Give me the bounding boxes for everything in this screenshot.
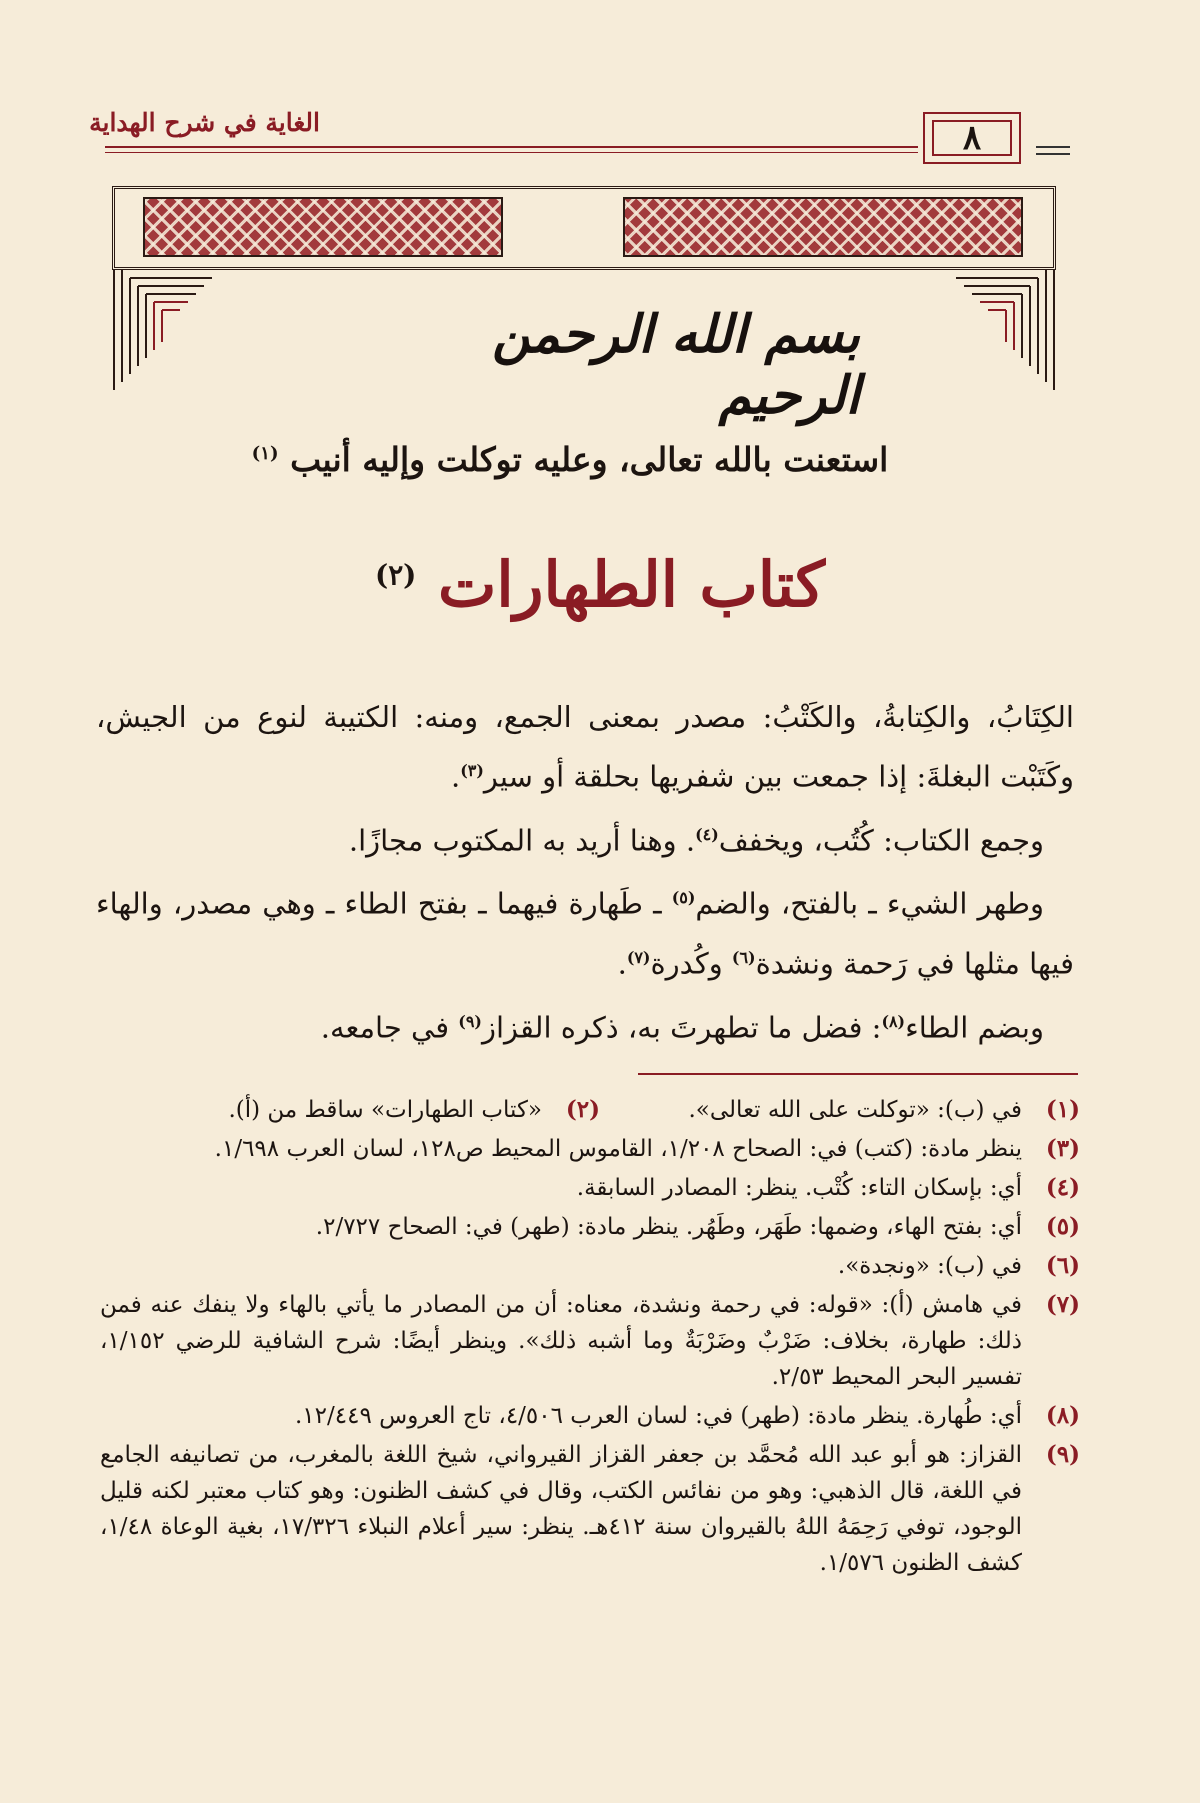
chapter-title-text: كتاب الطهارات xyxy=(437,548,826,621)
footnote-text: في (ب): «ونجدة». xyxy=(837,1253,1022,1279)
footnote-number: (٨) xyxy=(1045,1402,1080,1429)
footnote-ref: (٥) xyxy=(671,888,696,908)
footnote-number: (٤) xyxy=(1045,1174,1080,1201)
body-text-span: في جامعه. xyxy=(320,1010,459,1045)
body-text-span: . xyxy=(450,759,461,794)
footnote-ref: (٩) xyxy=(458,1011,482,1031)
footnote-ref-1: (١) xyxy=(251,443,279,464)
chapter-title xyxy=(300,548,900,621)
body-text-span: الكِتَابُ، والكِتابةُ، والكَتْبُ: مصدر بمعنى الجمع، ومنه: الكتيبة لنوع من الجيش، وكَتَبْت البغلةَ: إذا جمعت بين شفريها بحلقة أو سير xyxy=(96,700,1074,794)
footnote-ref: (٧) xyxy=(626,947,651,967)
footnote-text: أي: بإسكان التاء: كُتْب. ينظر: المصادر السابقة. xyxy=(576,1175,1022,1201)
footnote-text: أي: بفتح الهاء، وضمها: طَهَر، وطَهُر. ينظر مادة: (طهر) في: الصحاح ٢/٧٢٧. xyxy=(315,1214,1022,1240)
footnote-text: «كتاب الطهارات» ساقط من (أ). xyxy=(228,1097,542,1123)
body-text-span: وطهر الشيء ـ بالفتح، والضم xyxy=(695,886,1045,921)
ornament-band-right xyxy=(623,197,1023,257)
footnotes xyxy=(100,1092,1080,1584)
body-text-span: . وهنا أريد به المكتوب مجازًا. xyxy=(348,823,696,858)
footnote xyxy=(100,1131,1080,1167)
footnote xyxy=(600,1092,1080,1128)
body-paragraph xyxy=(96,690,1074,804)
footnote-row xyxy=(100,1092,1080,1128)
footnote xyxy=(100,1287,1080,1395)
body-paragraph xyxy=(96,871,1074,990)
header-rule-left xyxy=(105,146,918,148)
ornamental-frame xyxy=(112,186,1056,270)
footnote xyxy=(100,1209,1080,1245)
footnote-separator xyxy=(638,1073,1078,1075)
body-text-span: : فضل ما تطهرتَ به، ذكره القزاز xyxy=(481,1010,882,1045)
basmala-calligraphy: بسم الله الرحمن الرحيم xyxy=(492,304,860,426)
footnote-text: أي: طُهارة. ينظر مادة: (طهر) في: لسان العرب ٤/٥٠٦، تاج العروس ١٢/٤٤٩. xyxy=(294,1403,1022,1429)
corner-ornament-right xyxy=(946,270,1056,390)
footnote-ref: (٨) xyxy=(881,1011,906,1031)
footnote xyxy=(100,1170,1080,1206)
body-text-span: وجمع الكتاب: كُتُب، ويخفف xyxy=(718,823,1044,858)
footnote-ref: (٤) xyxy=(695,824,719,844)
footnote-number: (٣) xyxy=(1045,1135,1080,1162)
footnote-ref: (٦) xyxy=(731,947,756,967)
footnote-number: (١) xyxy=(1045,1096,1080,1123)
footnote xyxy=(228,1092,600,1128)
running-header-title: الغاية في شرح الهداية xyxy=(89,108,320,137)
body-paragraph xyxy=(96,808,1074,868)
corner-ornament-left xyxy=(112,270,222,390)
header-rule-left-2 xyxy=(105,152,918,153)
footnote-text: القزاز: هو أبو عبد الله مُحمَّد بن جعفر القزاز القيرواني، شيخ اللغة بالمغرب، من تصانيفه الجامع في اللغة، قال الذهبي: وهو من نفائس الكتب، وقال في كشف الظنون: وهو كتاب معتبر لكنه قليل الوجود، توفي رَحِمَهُ اللهُ بالقيروان سنة ٤١٢هـ. ينظر: سير أعلام النبلاء ١٧/٣٢٦، بغية الوعاة ١/٤٨، كشف الظنون ١/٥٧٦. xyxy=(100,1442,1022,1576)
body-text-span: وكُدرة xyxy=(650,946,732,981)
footnote xyxy=(100,1248,1080,1284)
invocation-text: استعنت بالله تعالى، وعليه توكلت وإليه أنيب xyxy=(290,440,889,479)
footnote-number: (٩) xyxy=(1045,1441,1080,1468)
footnote-number: (٦) xyxy=(1045,1252,1080,1279)
ornament-band-left xyxy=(143,197,503,257)
body-text-span: ـ طَهارة فيهما ـ بفتح الطاء ـ وهي مصدر، والهاء فيها مثلها في رَحمة ونشدة xyxy=(96,886,1074,981)
footnote-ref-2: (٢) xyxy=(374,558,417,592)
body-paragraph xyxy=(96,995,1074,1055)
header-rule-right-2 xyxy=(1036,153,1070,155)
footnote-ref: (٣) xyxy=(460,761,484,780)
body-text-span: وبضم الطاء xyxy=(905,1010,1044,1045)
footnote-number: (٧) xyxy=(1045,1291,1080,1318)
page-number: ٨ xyxy=(932,120,1012,156)
footnote-number: (٢) xyxy=(565,1096,600,1123)
page-number-box xyxy=(923,112,1021,164)
footnote-text: في (ب): «توكلت على الله تعالى». xyxy=(688,1097,1022,1123)
footnote-text: في هامش (أ): «قوله: في رحمة ونشدة، معناه: أن من المصادر ما يأتي بالهاء ولا ينفك عنه فمن ذلك: طهارة، بخلاف: ضَرْبٌ وضَرْبَةٌ وما أشبه ذلك». وينظر أيضًا: شرح الشافية للرضي ١/١٥٢، تفسير البحر المحيط ٢/٥٣. xyxy=(100,1292,1022,1390)
body-text-span: . xyxy=(617,946,627,981)
invocation-line xyxy=(200,440,940,479)
body-text xyxy=(96,690,1074,1058)
header-rule-right xyxy=(1036,146,1070,148)
footnote xyxy=(100,1398,1080,1434)
footnote-number: (٥) xyxy=(1045,1213,1080,1240)
footnote xyxy=(100,1437,1080,1581)
footnote-text: ينظر مادة: (كتب) في: الصحاح ١/٢٠٨، القاموس المحيط ص١٢٨، لسان العرب ١/٦٩٨. xyxy=(214,1136,1022,1162)
